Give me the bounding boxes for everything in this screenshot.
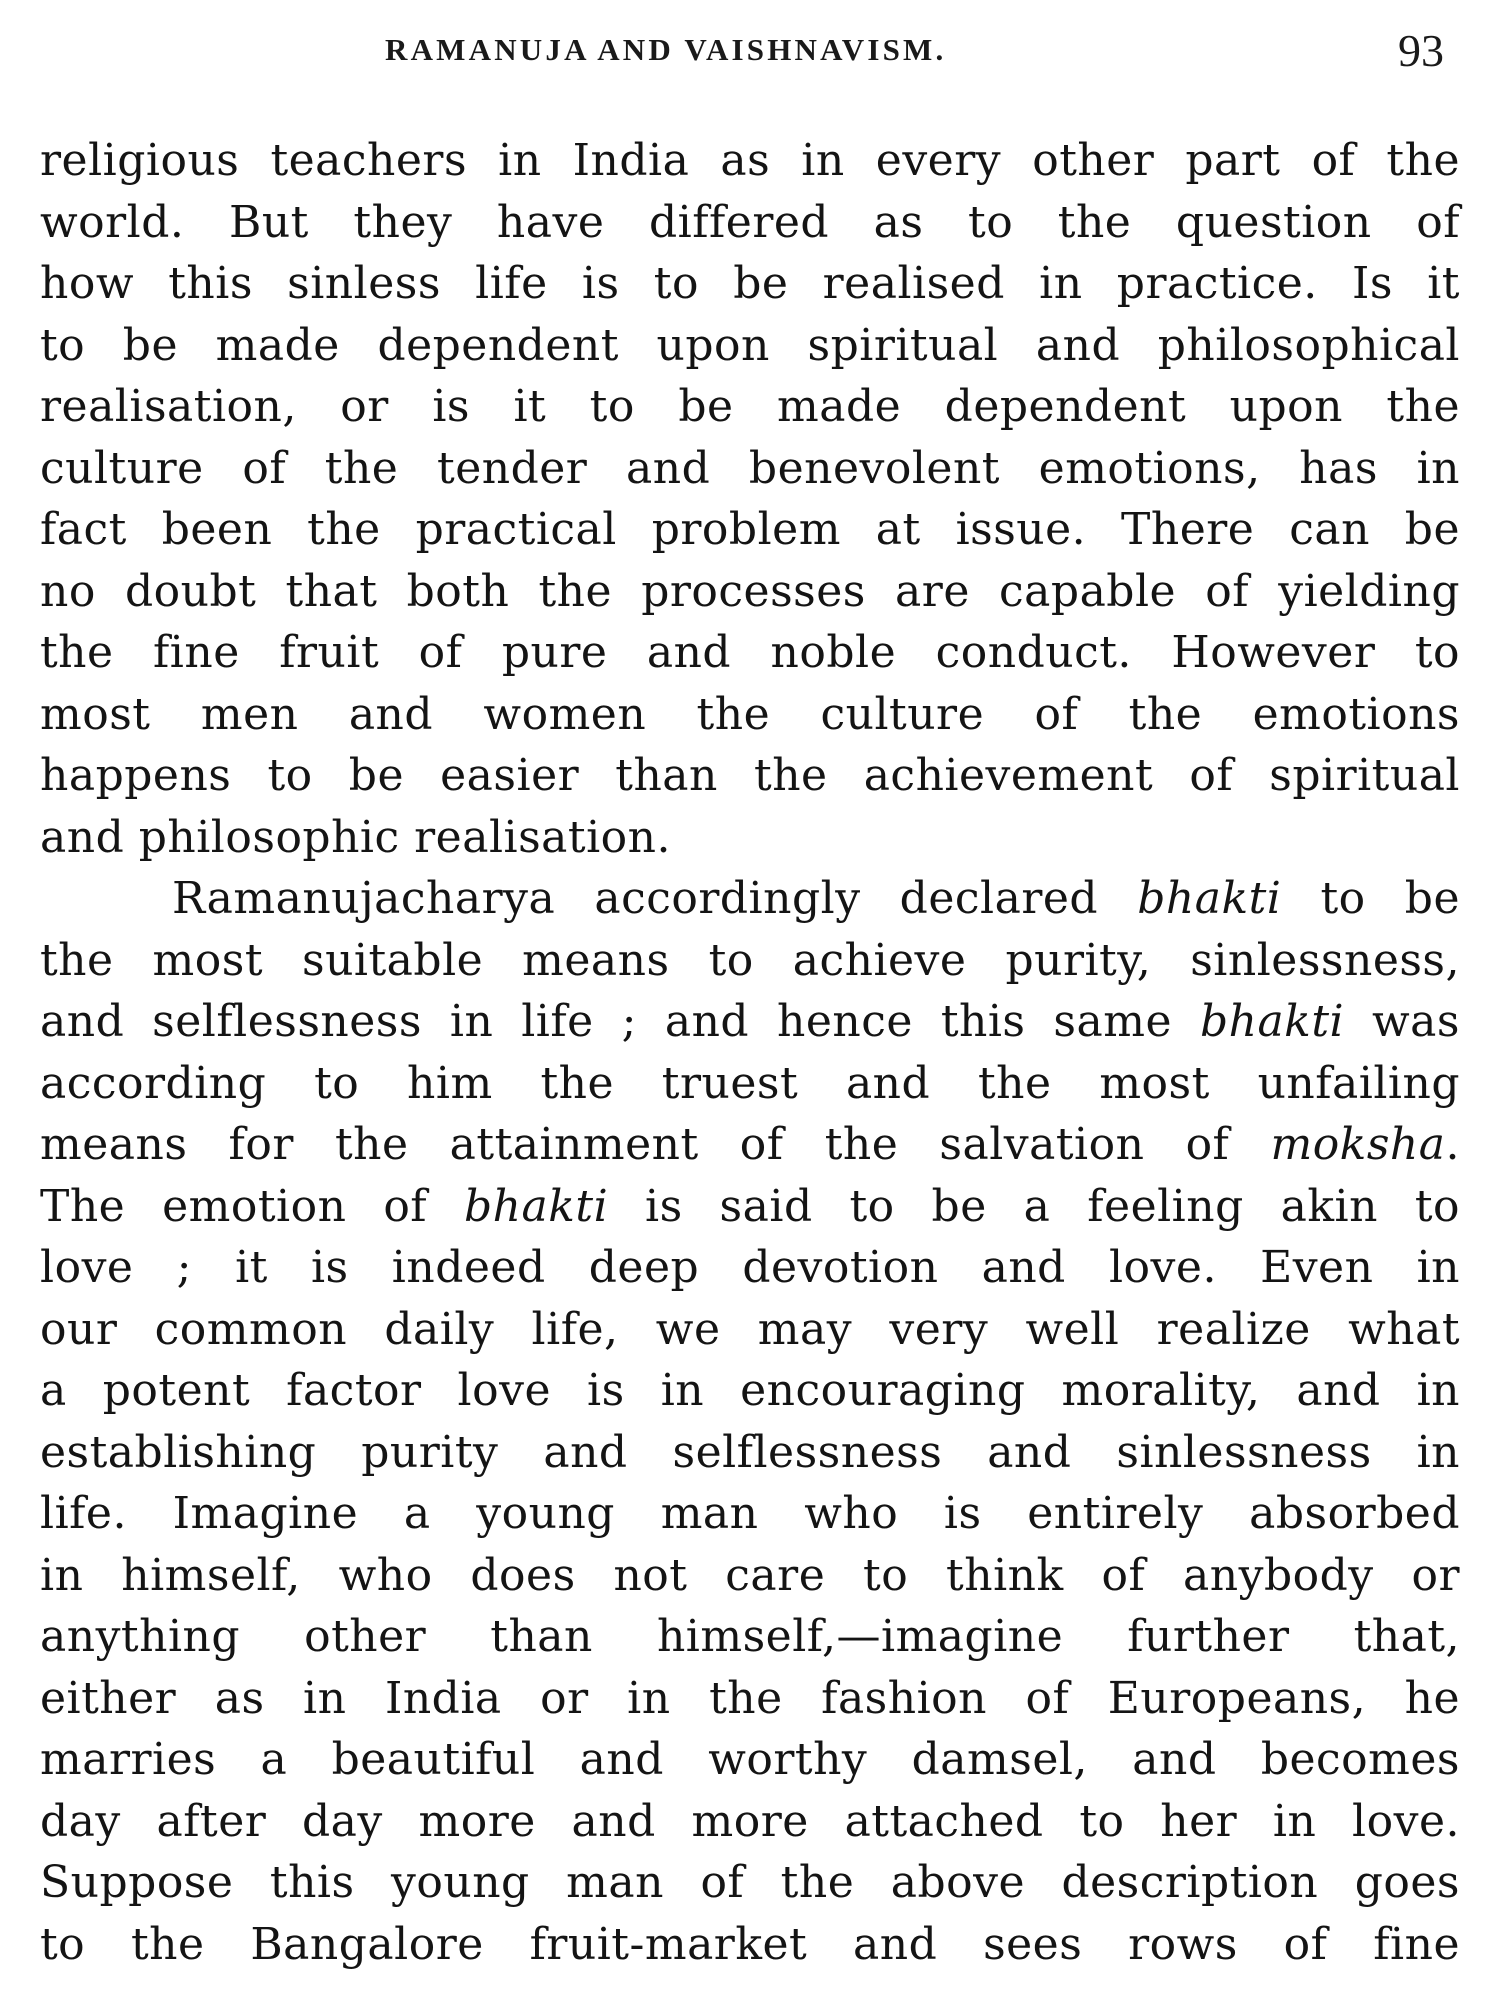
text-line: most men and women the culture of the emotions: [40, 688, 1460, 740]
text-line: The emotion of bhakti is said to be a feeling akin to: [40, 1180, 1460, 1232]
text-line: fact been the practical problem at issue. There can be: [40, 504, 1460, 555]
text-line: Ramanujacharya accordingly declared bhakti to be: [172, 873, 1460, 924]
text-line: to be made dependent upon spiritual and philosophical: [40, 319, 1460, 371]
text-line: a potent factor love is in encouraging morality, and in: [40, 1365, 1460, 1416]
text-line: Suppose this young man of the above description goes: [40, 1857, 1460, 1908]
text-line: means for the attainment of the salvation of moksha.: [40, 1119, 1460, 1170]
italic-term: bhakti: [1137, 873, 1282, 924]
text-line: realisation, or is it to be made dependent upon the: [40, 381, 1460, 432]
paragraph-1: [40, 130, 1460, 868]
italic-term: bhakti: [463, 1180, 609, 1232]
paragraph-2: [40, 868, 1460, 1975]
text-line: our common daily life, we may very well realize what: [40, 1303, 1460, 1355]
text-line: no doubt that both the processes are capable of yielding: [40, 565, 1460, 617]
running-head: [0, 25, 1500, 80]
text-line: establishing purity and selflessness and sinlessness in: [40, 1426, 1460, 1478]
text-line: life. Imagine a young man who is entirely absorbed: [40, 1488, 1460, 1539]
body-text: [40, 130, 1460, 1975]
text-line: either as in India or in the fashion of Europeans, he: [40, 1672, 1460, 1724]
italic-term: bhakti: [1199, 996, 1345, 1047]
text-line: in himself, who does not care to think of anybody or: [40, 1549, 1460, 1601]
page-number: 93: [1398, 25, 1444, 76]
text-line: love ; it is indeed deep devotion and love. Even in: [40, 1242, 1460, 1293]
text-line: and philosophic realisation.: [40, 811, 671, 863]
italic-term: moksha: [1270, 1119, 1446, 1170]
text-line: culture of the tender and benevolent emotions, has in: [40, 442, 1460, 494]
text-line: anything other than himself,—imagine further that,: [40, 1611, 1460, 1662]
text-line: religious teachers in India as in every other part of the: [40, 135, 1460, 186]
text-line: and selflessness in life ; and hence this same bhakti was: [40, 996, 1460, 1047]
text-line: how this sinless life is to be realised in practice. Is it: [40, 258, 1460, 309]
text-line: day after day more and more attached to her in love.: [40, 1795, 1460, 1847]
text-line: marries a beautiful and worthy damsel, and becomes: [40, 1734, 1460, 1785]
text-line: happens to be easier than the achievement of spiritual: [40, 750, 1460, 801]
text-line: the most suitable means to achieve purity, sinlessness,: [40, 934, 1460, 986]
text-line: according to him the truest and the most unfailing: [40, 1057, 1460, 1109]
running-head-title: RAMANUJA AND VAISHNAVISM.: [385, 32, 947, 67]
text-line: to the Bangalore fruit-market and sees rows of fine: [40, 1918, 1460, 1970]
text-line: the fine fruit of pure and noble conduct. However to: [40, 627, 1460, 678]
text-line: world. But they have differed as to the question of: [40, 196, 1460, 248]
